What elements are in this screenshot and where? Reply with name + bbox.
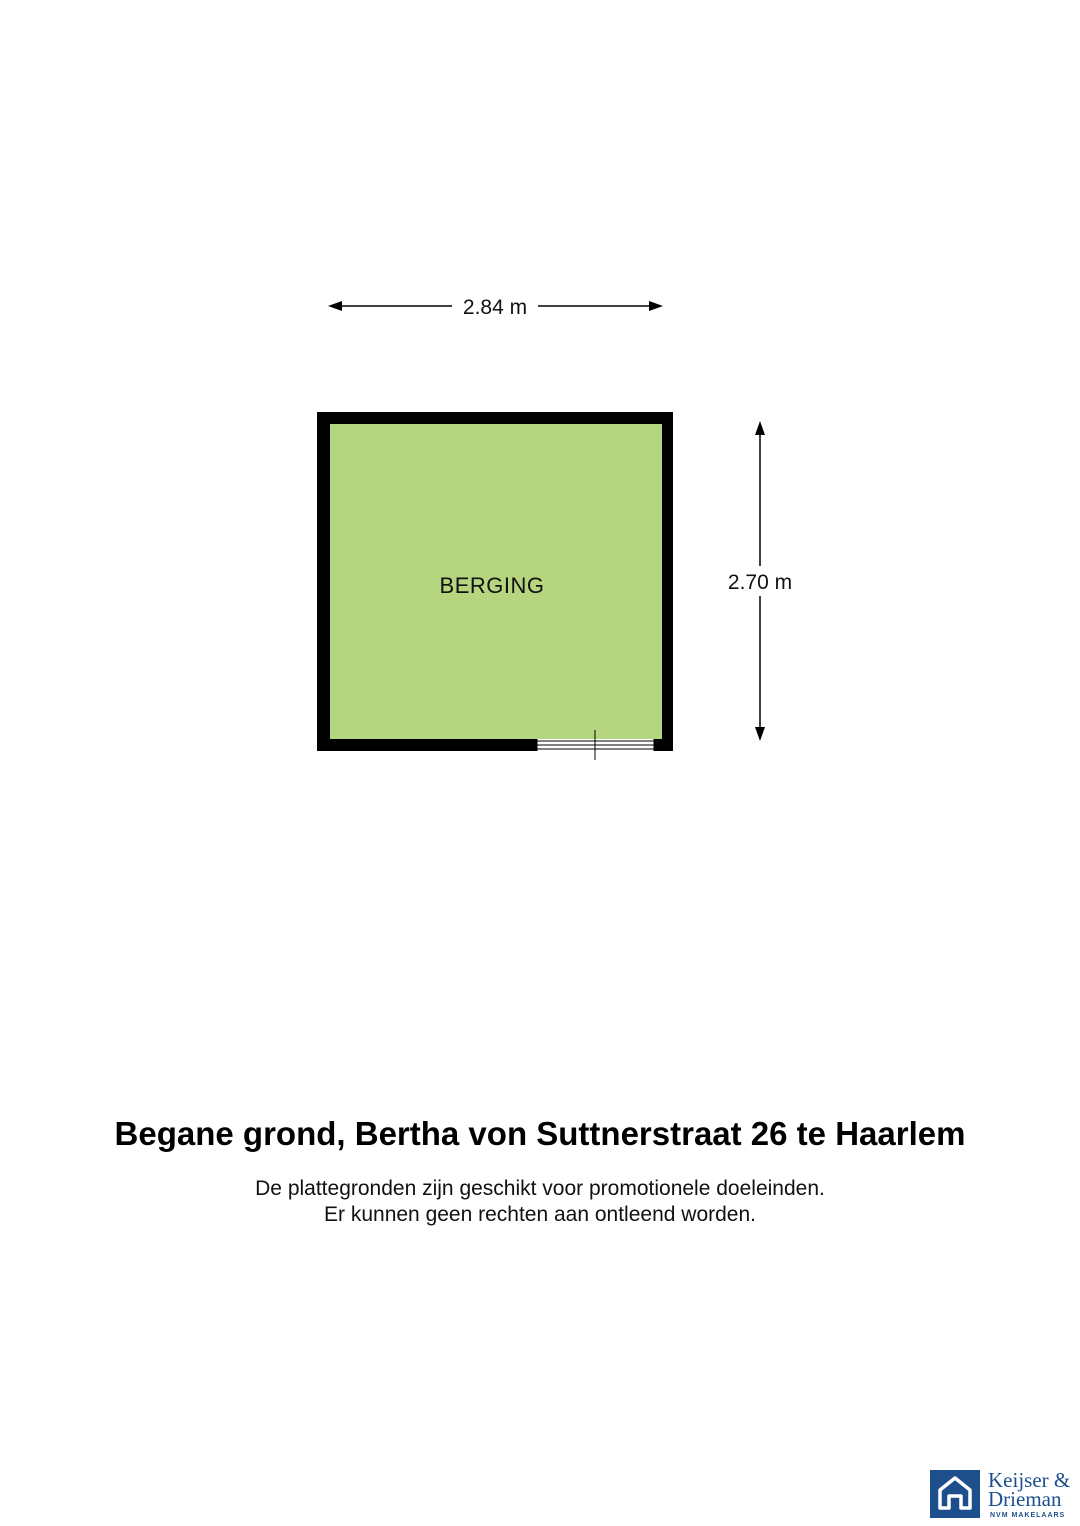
arrow-up-icon [755,421,765,435]
arrow-left-icon [328,301,342,311]
disclaimer [0,1176,1080,1228]
logo-line-2: Drieman [988,1487,1062,1511]
disclaimer-line-2: Er kunnen geen rechten aan ontleend worden. [324,1203,756,1226]
width-label: 2.84 m [462,296,528,319]
house-icon [930,1470,980,1518]
disclaimer-line-1: De plattegronden zijn geschikt voor promotionele doeleinden. [255,1177,825,1200]
width-dimension [328,296,663,319]
room-berging [317,412,673,760]
page-title: Begane grond, Bertha von Suttnerstraat 26 te Haarlem [114,1115,966,1152]
arrow-right-icon [649,301,663,311]
logo-line-1: Keijser & [988,1468,1071,1492]
height-dimension [728,421,792,741]
height-label: 2.70 m [727,571,793,594]
arrow-down-icon [755,727,765,741]
room-label: BERGING [439,573,545,598]
logo-tagline: NVM MAKELAARS [990,1512,1066,1519]
brand-logo [930,1468,1076,1520]
